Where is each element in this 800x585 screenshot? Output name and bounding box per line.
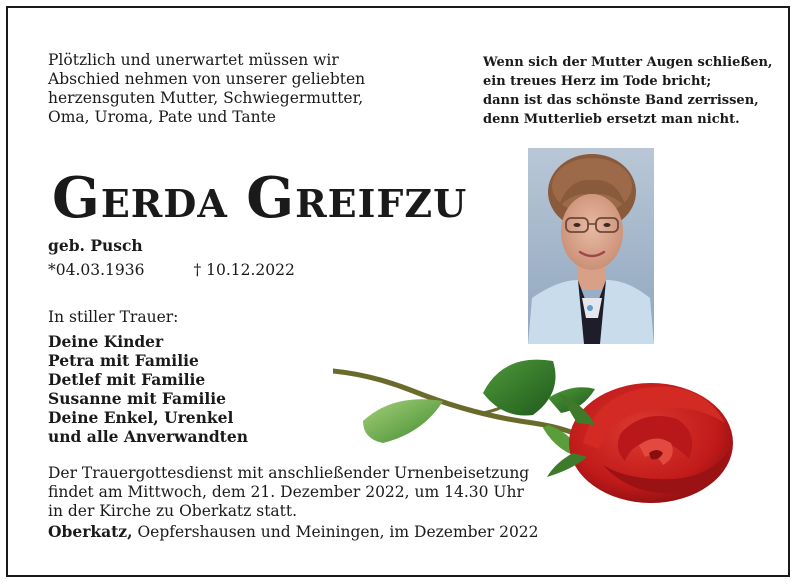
intro-text — [48, 51, 378, 127]
deceased-name — [52, 166, 467, 236]
service-line: Der Trauergottesdienst mit anschließender Urnenbeisetzung — [48, 464, 530, 482]
portrait-photo — [528, 148, 654, 344]
mourner-line: Deine Enkel, Urenkel — [48, 408, 234, 427]
last-name-rest: REIFZU — [295, 181, 468, 226]
birth-date: 04.03.1936 — [55, 261, 145, 279]
obituary-card — [6, 6, 790, 577]
death-date: 10.12.2022 — [206, 261, 295, 279]
intro-line: Plötzlich und unerwartet müssen wir — [48, 51, 339, 69]
poem-line: denn Mutterlieb ersetzt man nicht. — [483, 112, 740, 127]
intro-line: herzensguten Mutter, Schwiegermutter, — [48, 89, 364, 107]
death-symbol: † — [193, 261, 202, 279]
mourner-line: Petra mit Familie — [48, 351, 199, 370]
poem-line: ein treues Herz im Tode bricht; — [483, 74, 712, 89]
place-bold: Oberkatz, — [48, 522, 133, 541]
mourning-heading: In stiller Trauer: — [48, 308, 179, 326]
mourner-line: Deine Kinder — [48, 332, 164, 351]
intro-line: Abschied nehmen von unserer geliebten — [48, 70, 366, 88]
life-dates — [48, 261, 295, 279]
poem-line: dann ist das schönste Band zerrissen, — [483, 93, 759, 108]
last-name-initial: G — [246, 165, 296, 231]
birth-name: geb. Pusch — [48, 236, 143, 255]
rose-illustration — [333, 353, 733, 503]
first-name-rest: ERDA — [100, 181, 228, 226]
poem-line: Wenn sich der Mutter Augen schließen, — [483, 55, 773, 70]
service-line: findet am Mittwoch, dem 21. Dezember 2022, um 14.30 Uhr — [48, 483, 524, 501]
birth-symbol: * — [48, 261, 56, 279]
place-rest: Oepfershausen und Meiningen, im Dezember 2022 — [132, 523, 539, 541]
poem — [483, 53, 783, 129]
rose-icon — [333, 353, 733, 503]
first-name-initial: G — [52, 165, 101, 231]
portrait-image — [528, 148, 654, 344]
mourner-line: und alle Anverwandten — [48, 427, 248, 446]
place-and-date — [48, 522, 539, 541]
service-line: in der Kirche zu Oberkatz statt. — [48, 502, 298, 520]
intro-line: Oma, Uroma, Pate und Tante — [48, 108, 276, 126]
mourner-line: Susanne mit Familie — [48, 389, 227, 408]
mourners-list — [48, 332, 248, 446]
mourner-line: Detlef mit Familie — [48, 370, 206, 389]
